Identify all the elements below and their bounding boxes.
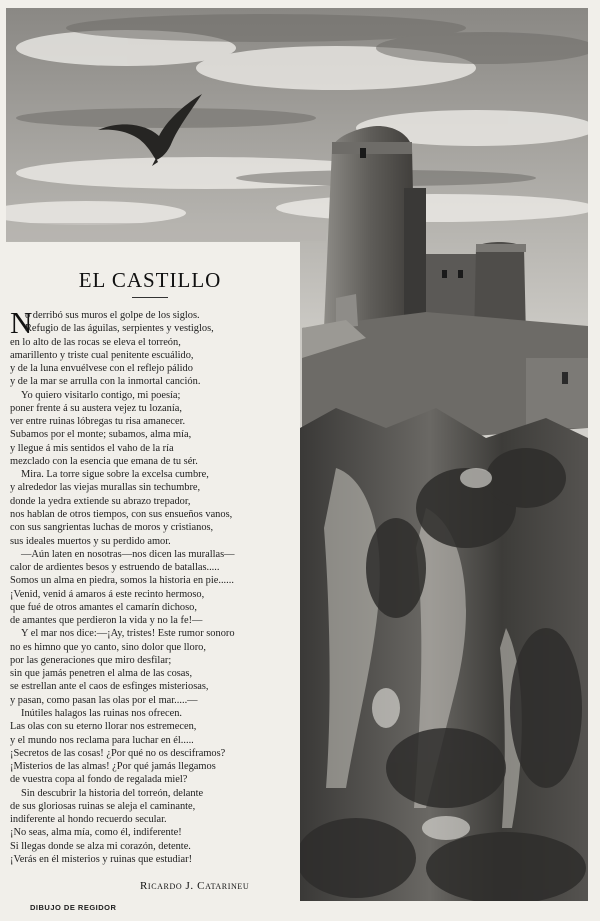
poem-line: y pasan, como pasan las olas por el mar.....—	[10, 694, 198, 706]
poem-line: calor de ardientes besos y estruendo de batallas.....	[10, 562, 220, 574]
poem-line: y el mundo nos reclama para luchar en él.....	[10, 734, 194, 746]
poem-line: —Aún laten en nosotras—nos dicen las murallas—	[21, 548, 235, 560]
poem-line: Si llegas donde se alza mi corazón, detente.	[10, 840, 191, 852]
poem-line: Yo quiero visitarlo contigo, mi poesía;	[21, 389, 181, 401]
title-divider	[132, 297, 168, 298]
poem-line: y alrededor las viejas murallas sin techumbre,	[10, 482, 201, 494]
poem-line: mezclado con la esencia que emana de tu sér.	[10, 455, 198, 467]
poem-line: en lo alto de las rocas se eleva el torreón,	[10, 336, 181, 348]
illustration-credit: DIBUJO DE REGIDOR	[30, 903, 117, 912]
poem-line: nos hablan de otros tiempos, con sus ensueños vanos,	[10, 508, 233, 520]
poem-line: sus ideales muertos y su perdido amor.	[10, 535, 171, 547]
poem-line: ver entre ruinas lóbregas tu risa amanecer.	[10, 416, 186, 428]
poem-line: y de la luna envuélvese con el reflejo pálido	[10, 363, 193, 375]
drop-cap: N	[10, 305, 33, 340]
poem-line: ¡Misterios de las almas! ¿Por qué jamás llegamos	[10, 761, 216, 773]
poem-text	[10, 305, 300, 866]
poem-line: Y el mar nos dice:—¡Ay, tristes! Este rumor sonoro	[21, 628, 235, 640]
poem-line: y llegue á mis sentidos el vaho de la ría	[10, 442, 174, 454]
poem-line: y de la mar se arrulla con la inmortal canción.	[10, 376, 201, 388]
poem-line: con sus sangrientas luchas de moros y cristianos,	[10, 522, 214, 534]
poem-line: ¡Verás en él misterios y ruinas que estudiar!	[10, 853, 193, 865]
poem-line: o derribó sus muros el golpe de los siglos.	[25, 310, 200, 321]
poem-line: ¡Secretos de las cosas! ¿Por qué no os desciframos?	[10, 747, 226, 759]
poem-line: ¡No seas, alma mía, como él, indiferente!	[10, 827, 182, 839]
poem-line: de amantes que perdieron la vida y no la fe!—	[10, 615, 203, 627]
poem-line: Sin descubrir la historia del torreón, delante	[21, 787, 204, 799]
poem-line: que fué de otros amantes el camarín dichoso,	[10, 601, 197, 613]
poem-author: Ricardo J. Catarineu	[140, 880, 250, 892]
poem-line: no es himno que yo canto, sino dolor que lloro,	[10, 641, 206, 653]
poem-line: de vuestra copa al fondo de regalada miel?	[10, 774, 188, 786]
poem-line: por las generaciones que miro desfilar;	[10, 654, 172, 666]
poem-line: indiferente al hondo recuerdo secular.	[10, 814, 167, 826]
poem-line: Somos un alma en piedra, somos la historia en pie......	[10, 575, 234, 587]
poem-line: amarillento y triste cual penitente escuálido,	[10, 349, 194, 361]
poem-line: donde la yedra extiende su abrazo trepador,	[10, 495, 191, 507]
poem-line: se estrellan ante el caos de esfinges misteriosas,	[10, 681, 209, 693]
poem-line: Inútiles halagos las ruinas nos ofrecen.	[21, 707, 183, 719]
poem-title: EL CASTILLO	[78, 268, 222, 292]
poem-line: sin que jamás penetren el alma de las cosas,	[10, 668, 193, 680]
poem-line: Las olas con su eterno llorar nos estremecen,	[10, 721, 197, 733]
poem-line: Mira. La torre sigue sobre la excelsa cumbre,	[21, 469, 209, 481]
poem-line: de sus gloriosas ruinas se aleja el caminante,	[10, 800, 196, 812]
poem-line: poner frente á su austera vejez tu lozanía,	[10, 402, 182, 414]
poem-line: Refugio de las águilas, serpientes y vestiglos,	[25, 323, 214, 335]
poem-line: ¡Venid, venid á amaros á este recinto hermoso,	[10, 588, 205, 600]
poem-line: Subamos por el monte; subamos, alma mía,	[10, 429, 192, 441]
